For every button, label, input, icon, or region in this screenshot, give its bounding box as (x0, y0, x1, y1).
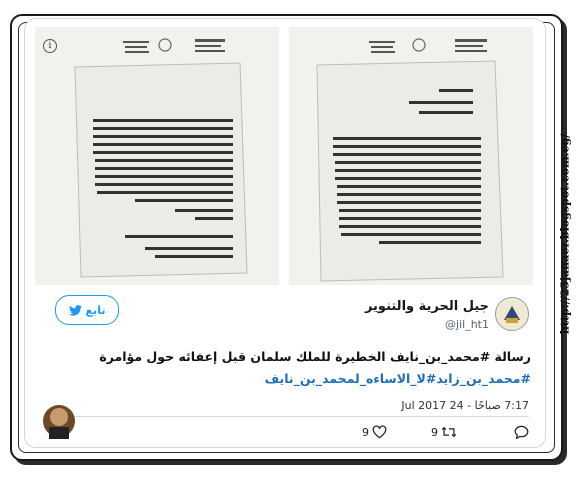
tweet-timestamp[interactable]: 7:17 صباحًا - 24 Jul 2017 (401, 399, 529, 412)
tweet-text: رسالة #محمد_بن_نايف الخطيرة للملك سلمان قبل إعفائه حول مؤامرة (99, 349, 531, 364)
site-logo-watermark (39, 395, 179, 447)
document-photo-left (35, 27, 279, 285)
avatar[interactable] (495, 297, 529, 331)
document-photo-right (289, 27, 533, 285)
reply-button[interactable] (514, 425, 529, 439)
retweet-button[interactable] (431, 425, 457, 439)
follow-button[interactable] (55, 295, 119, 325)
author-handle[interactable]: @jil_ht1 (445, 318, 489, 331)
follow-label: تابع (85, 303, 106, 317)
tweet-photo-right[interactable] (289, 27, 533, 285)
like-icon (372, 425, 387, 439)
logo-graphic (39, 395, 179, 447)
side-url-text: http://25janaer.blogspot.com.eg/ (558, 133, 572, 335)
like-count: 9 (362, 425, 369, 439)
retweet-icon (441, 425, 457, 439)
avatar-image (496, 298, 528, 330)
retweet-count: 9 (431, 425, 438, 439)
info-icon[interactable]: i (43, 39, 57, 53)
side-url-watermark (548, 14, 582, 454)
like-button[interactable] (362, 425, 387, 439)
twitter-bird-icon (69, 305, 82, 316)
author-name[interactable]: جيل الحرية والتنوير (364, 299, 489, 314)
tweet-photo-left[interactable] (35, 27, 279, 285)
tweet-hashtags[interactable]: #محمد_بن_زايد#لا_الاساءه_لمحمد_بن_نايف (264, 371, 531, 386)
reply-icon (514, 425, 529, 439)
tweet-card[interactable] (24, 18, 546, 448)
tweet-photo-gallery[interactable] (35, 27, 533, 285)
